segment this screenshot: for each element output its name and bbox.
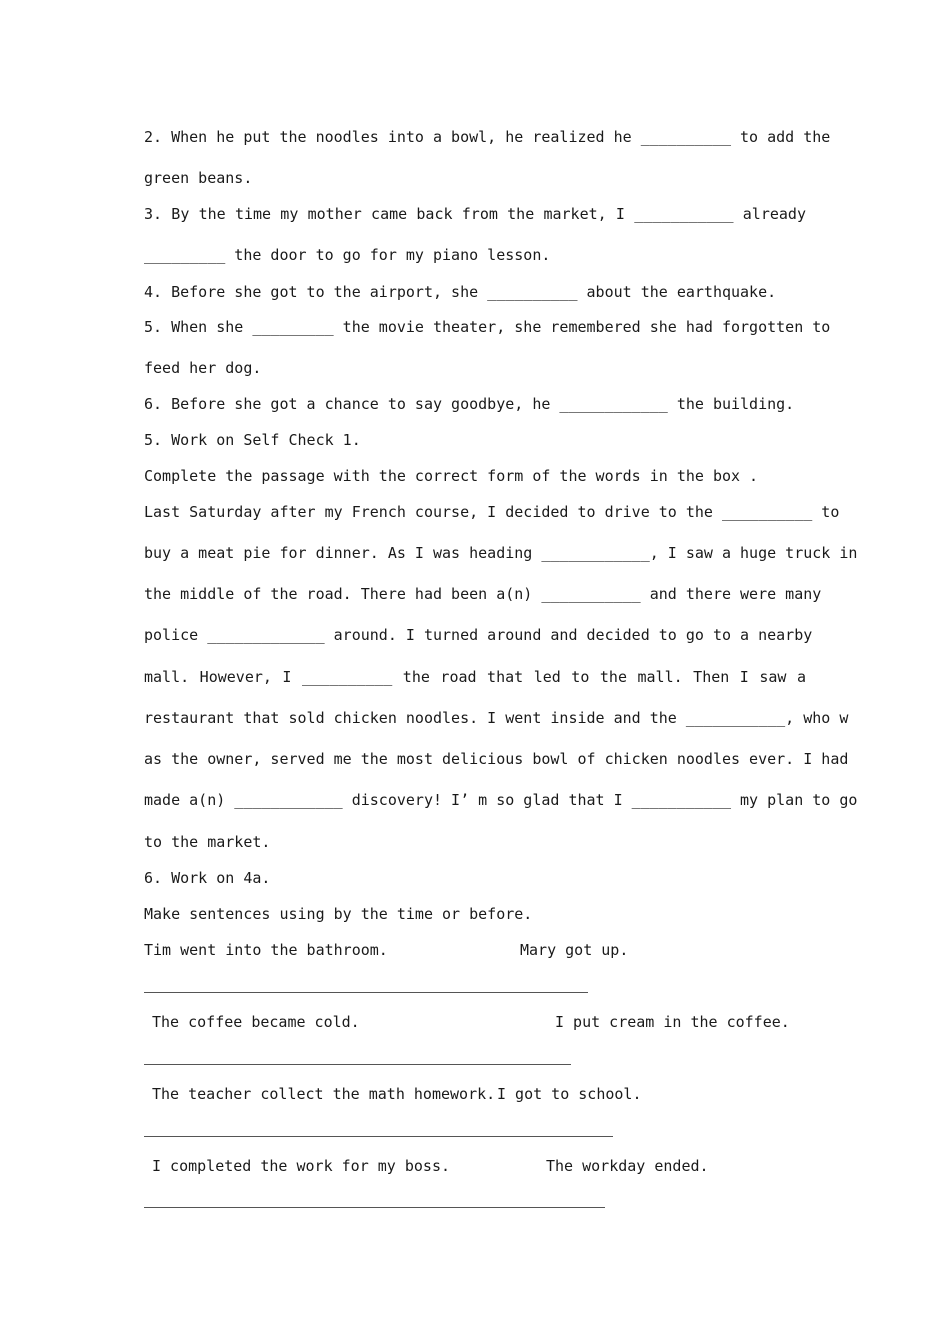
sentence-pair-left: The teacher collect the math homework. bbox=[152, 1085, 496, 1103]
question-3-line-1: 3. By the time my mother came back from the market, I ___________ already bbox=[144, 205, 806, 223]
question-5-line-2: feed her dog. bbox=[144, 359, 262, 377]
passage-line: police _____________ around. I turned around and decided to go to a nearby bbox=[144, 626, 813, 644]
answer-line[interactable] bbox=[144, 1136, 613, 1137]
passage-line: mall. However, I __________ the road that led to the mall. Then I saw a bbox=[144, 668, 806, 686]
answer-line[interactable] bbox=[144, 1207, 605, 1208]
question-3-line-2: _________ the door to go for my piano lesson. bbox=[144, 246, 551, 264]
sentence-pair-right: Mary got up. bbox=[520, 941, 629, 959]
sentence-pair-left: Tim went into the bathroom. bbox=[144, 941, 388, 959]
passage-line: restaurant that sold chicken noodles. I went inside and the ___________, who w bbox=[144, 709, 849, 727]
passage-line: the middle of the road. There had been a(n) ___________ and there were many bbox=[144, 585, 822, 603]
sentence-pair-left: The coffee became cold. bbox=[152, 1013, 360, 1031]
answer-line[interactable] bbox=[144, 992, 588, 993]
question-6: 6. Before she got a chance to say goodbye, he ____________ the building. bbox=[144, 395, 795, 413]
section-5-instruction: Complete the passage with the correct form of the words in the box . bbox=[144, 467, 759, 485]
question-2-line-1: 2. When he put the noodles into a bowl, he realized he __________ to add the bbox=[144, 128, 831, 146]
answer-line[interactable] bbox=[144, 1064, 571, 1065]
sentence-pair-right: I put cream in the coffee. bbox=[555, 1013, 790, 1031]
question-5-line-1: 5. When she _________ the movie theater, she remembered she had forgotten to bbox=[144, 318, 831, 336]
question-2-line-2: green beans. bbox=[144, 169, 253, 187]
section-6-heading: 6. Work on 4a. bbox=[144, 869, 271, 887]
passage-line: to the market. bbox=[144, 833, 271, 851]
passage-line: Last Saturday after my French course, I decided to drive to the __________ to bbox=[144, 503, 840, 521]
section-6-instruction: Make sentences using by the time or before. bbox=[144, 905, 533, 923]
sentence-pair-right: The workday ended. bbox=[546, 1157, 709, 1175]
passage-line: as the owner, served me the most delicious bowl of chicken noodles ever. I had bbox=[144, 750, 849, 768]
passage-line: made a(n) ____________ discovery! I’ m so glad that I ___________ my plan to go bbox=[144, 791, 858, 809]
section-5-heading: 5. Work on Self Check 1. bbox=[144, 431, 361, 449]
sentence-pair-left: I completed the work for my boss. bbox=[152, 1157, 451, 1175]
sentence-pair-right: I got to school. bbox=[497, 1085, 642, 1103]
passage-line: buy a meat pie for dinner. As I was heading ____________, I saw a huge truck in bbox=[144, 544, 858, 562]
question-4: 4. Before she got to the airport, she __________ about the earthquake. bbox=[144, 283, 777, 301]
